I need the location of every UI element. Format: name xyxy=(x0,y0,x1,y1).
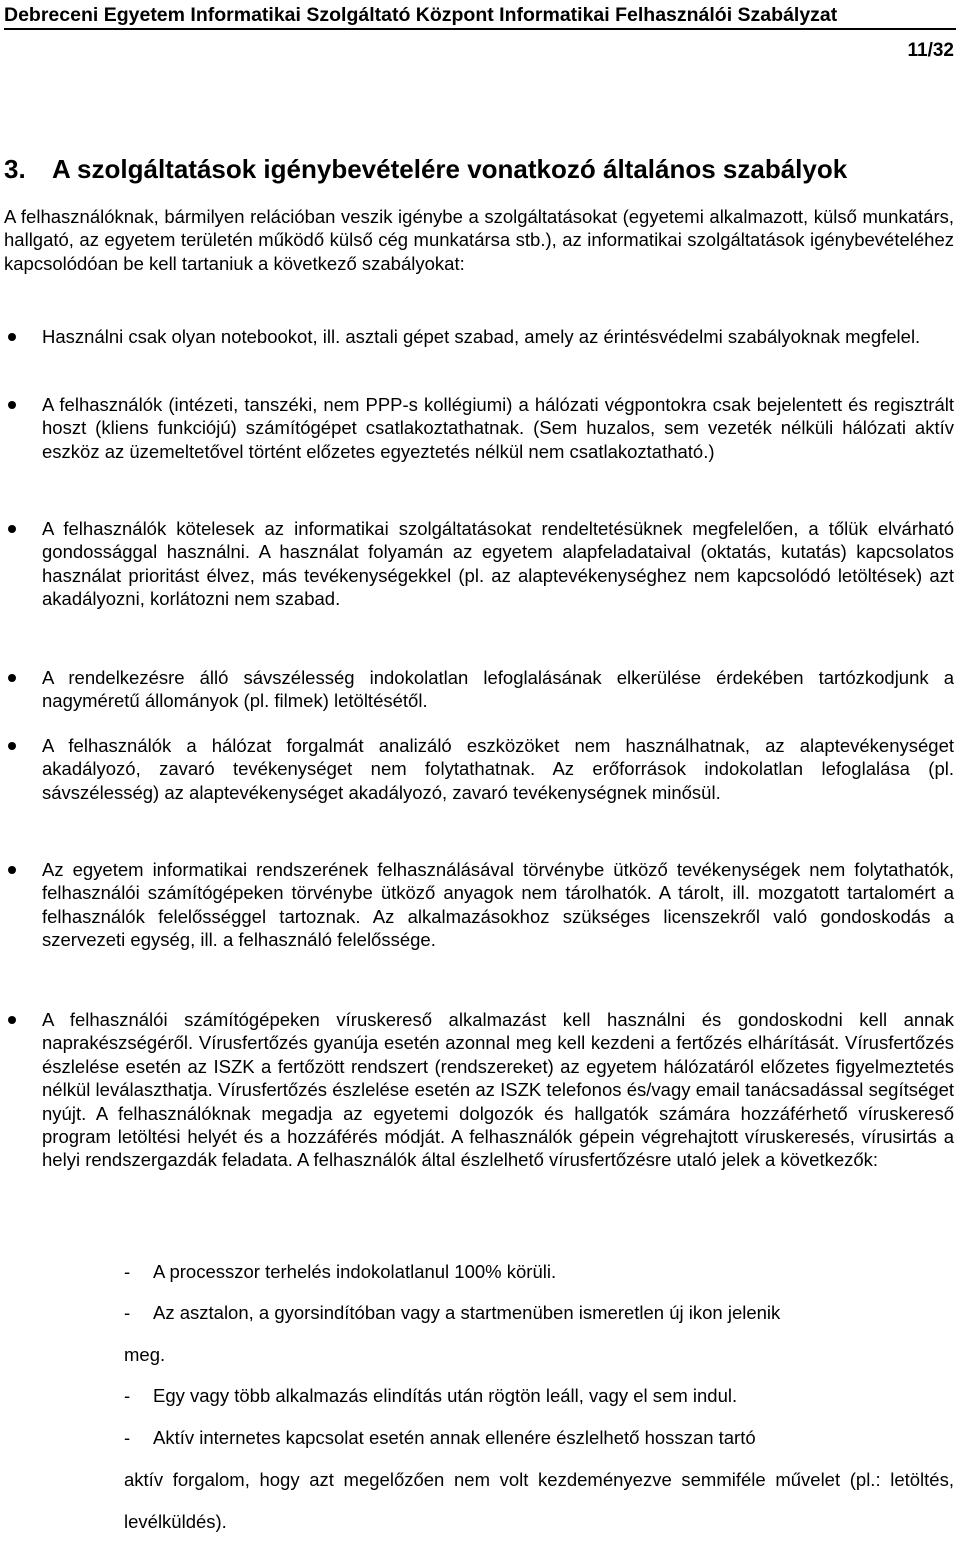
dash-item: A processzor terhelés indokolatlanul 100% körüli. xyxy=(153,1261,557,1282)
section-heading xyxy=(4,154,956,184)
dash-marker: - xyxy=(124,1385,131,1406)
bullet-marker xyxy=(8,333,16,341)
dash-marker: - xyxy=(124,1261,131,1282)
bullet-marker xyxy=(8,525,16,533)
dash-item-continuation: aktív forgalom, hogy azt megelőzően nem volt kezdeményezve semmiféle művelet (pl.: letöltés, levélküldés). xyxy=(124,1469,954,1532)
dash-item: Aktív internetes kapcsolat esetén annak ellenére észlelhető hosszan tartó xyxy=(153,1427,756,1448)
dash-item: Az asztalon, a gyorsindítóban vagy a startmenüben ismeretlen új ikon jelenik xyxy=(153,1302,781,1323)
document-header-title: Debreceni Egyetem Informatikai Szolgáltató Központ Informatikai Felhasználói Szabályzat xyxy=(4,4,838,26)
header-divider xyxy=(4,28,956,30)
bullet-item: A felhasználók (intézeti, tanszéki, nem PPP-s kollégiumi) a hálózati végpontokra csak bejelentett és regisztrált hoszt (kliens funkciójú) számítógépet csatlakoztathatnak. (Sem huzalos, sem vezeték nélküli hálózati aktív eszköz az üzemeltetővel történt előzetes egyeztetés nélkül nem csatlakoztatható.) xyxy=(42,394,954,462)
dash-marker: - xyxy=(124,1427,131,1448)
bullet-marker xyxy=(8,866,16,874)
page-number: 11/32 xyxy=(907,40,954,61)
bullet-marker xyxy=(8,1016,16,1024)
bullet-item: A felhasználói számítógépeken víruskereső alkalmazást kell használni és gondoskodni kell annak naprakészségéről. Vírusfertőzés gyanúja esetén azonnal meg kell kezdeni a fertőzés elhárítását. Vírusfertőzés észlelése esetén az ISZK a fertőzött rendszert (rendszereket) az egyetem hálózatáról előzetes figyelmeztetés nélkül leválaszthatja. Vírusfertőzés észlelése esetén az ISZK telefonos és/vagy email tanácsadással segítséget nyújt. A felhasználóknak megadja az egyetemi dolgozók és hallgatók számára hozzáférhető víruskereső program letöltési helyét és a hozzáférés módját. A felhasználók gépein végrehajtott víruskeresés, vírusirtás a helyi rendszergazdák feladata. A felhasználók által észlelhető vírusfertőzésre utaló jelek a következők: xyxy=(42,1009,954,1171)
bullet-item: A felhasználók a hálózat forgalmát analizáló eszközöket nem használhatnak, az alaptevékenységet akadályozó, zavaró tevékenységet nem folytathatnak. Az erőforrások indokolatlan lefoglalása (pl. sávszélesség) az alaptevékenységet akadályozó, zavaró tevékenységnek minősül. xyxy=(42,735,954,803)
intro-paragraph: A felhasználóknak, bármilyen relációban veszik igénybe a szolgáltatásokat (egyetemi alkalmazott, külső munkatárs, hallgató, az egyetem területén működő külső cég munkatársa stb.), az informatikai szolgáltatások igénybevételéhez kapcsolódóan be kell tartaniuk a következő szabályokat: xyxy=(4,206,954,274)
bullet-marker xyxy=(8,674,16,682)
bullet-marker xyxy=(8,401,16,409)
bullet-item: Használni csak olyan notebookot, ill. asztali gépet szabad, amely az érintésvédelmi szabályoknak megfelel. xyxy=(42,326,921,347)
bullet-item: A felhasználók kötelesek az informatikai szolgáltatásokat rendeltetésüknek megfelelően, a tőlük elvárható gondossággal használni. A használat folyamán az egyetem alapfeladataival (oktatás, kutatás) kapcsolatos használat prioritást élvez, más tevékenységekkel (pl. az alaptevékenységhez nem kapcsolódó letöltések) azt akadályozni, korlátozni nem szabad. xyxy=(42,518,954,610)
section-number: 3. xyxy=(4,154,26,184)
section-title-text: A szolgáltatások igénybevételére vonatkozó általános szabályok xyxy=(52,154,848,184)
dash-item: Egy vagy több alkalmazás elindítás után rögtön leáll, vagy el sem indul. xyxy=(153,1385,738,1406)
bullet-marker xyxy=(8,742,16,750)
dash-item-continuation: meg. xyxy=(124,1344,166,1365)
dash-marker: - xyxy=(124,1302,131,1323)
bullet-item: Az egyetem informatikai rendszerének felhasználásával törvénybe ütköző tevékenységek nem folytathatók, felhasználói számítógépeken törvénybe ütköző anyagok nem tárolhatók. A tárolt, ill. mozgatott tartalomért a felhasználók felelősséggel tartoznak. Az alkalmazásokhoz szükséges licenszekről való gondoskodás a szervezeti egység, ill. a felhasználó felelőssége. xyxy=(42,859,954,951)
bullet-item: A rendelkezésre álló sávszélesség indokolatlan lefoglalásának elkerülése érdekében tartózkodjunk a nagyméretű állományok (pl. filmek) letöltésétől. xyxy=(42,667,954,712)
